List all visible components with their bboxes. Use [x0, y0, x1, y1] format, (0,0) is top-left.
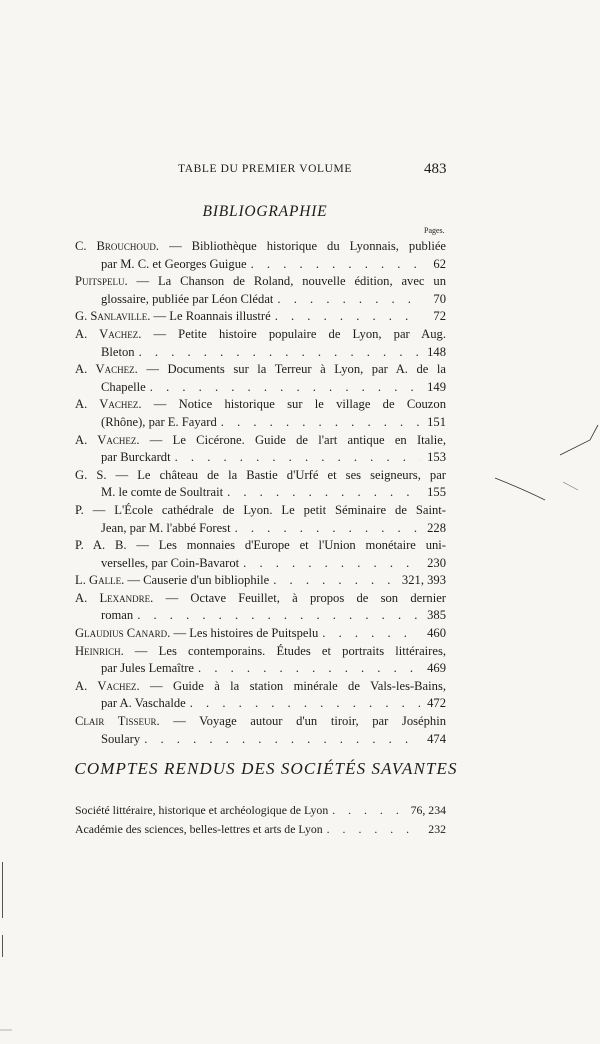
bibliography-entry	[75, 273, 446, 308]
scan-edge-mark	[2, 862, 3, 918]
dot-leader	[190, 695, 420, 713]
bibliography-entry	[75, 537, 446, 572]
bibliography-entry	[75, 238, 446, 273]
entry-page: 72	[433, 309, 446, 324]
entry-page: 385	[427, 608, 446, 623]
society-name: Société littéraire, historique et archéologique de Lyon	[75, 803, 329, 817]
society-name: Académie des sciences, belles-lettres et arts de Lyon	[75, 822, 323, 836]
dot-leader	[327, 820, 420, 839]
entry-title-line: — Documents sur la Terreur à Lyon, par A. de la	[146, 362, 447, 377]
dot-leader	[175, 449, 420, 467]
entry-title-line: Bleton	[101, 344, 135, 359]
entry-page: 155	[427, 485, 446, 500]
entry-title-line: par A. Vaschalde	[101, 696, 186, 711]
entry-title-line: Chapelle	[101, 379, 146, 394]
society-entry	[75, 801, 446, 820]
entry-page: 153	[427, 450, 446, 465]
entry-title-line: — Le Cicérone. Guide de l'art antique en Italie,	[149, 432, 446, 447]
bibliography-entry	[75, 432, 446, 467]
entry-author: A. Vachez.	[75, 432, 140, 447]
entry-title-line: Jean, par M. l'abbé Forest	[101, 520, 231, 535]
bibliography-entry	[75, 502, 446, 537]
entry-title-line: — Petite histoire populaire de Lyon, par Aug.	[153, 326, 446, 341]
running-head: TABLE DU PREMIER VOLUME	[178, 163, 352, 175]
bibliography-entry	[75, 361, 446, 396]
bibliographie-title: BIBLIOGRAPHIE	[202, 203, 328, 220]
dot-leader	[235, 520, 420, 538]
entry-author: A. Vachez.	[75, 678, 140, 693]
entry-author: A. Vachez.	[75, 397, 142, 412]
entry-author: L. Galle.	[75, 573, 125, 588]
dot-leader	[273, 572, 398, 590]
dot-leader	[198, 660, 420, 678]
entry-author: P.	[75, 502, 84, 517]
entry-title-line: roman	[101, 608, 134, 623]
society-page: 76, 234	[410, 803, 446, 817]
entry-title-line: (Rhône), par E. Fayard	[101, 414, 217, 429]
entry-author: G. Sanlaville.	[75, 309, 151, 324]
dot-leader	[139, 344, 420, 362]
bibliography-entry	[75, 643, 446, 678]
entry-title-line: M. le comte de Soultrait	[101, 485, 224, 500]
entry-title-line: — Les monnaies d'Europe et l'Union monétaire uni-	[136, 538, 447, 553]
dot-leader	[277, 291, 420, 309]
dot-leader	[332, 801, 406, 820]
dot-leader	[137, 607, 420, 625]
bibliography-entry	[75, 326, 446, 361]
dot-leader	[144, 731, 420, 749]
entry-title-line: — Octave Feuillet, à propos de son dernier	[165, 590, 446, 605]
entry-author: A. Lexandre.	[75, 590, 154, 605]
entry-title-line: — L'École cathédrale de Lyon. Le petit Séminaire de Saint-	[92, 502, 446, 517]
entry-author: P. A. B.	[75, 538, 127, 553]
dot-leader	[243, 555, 420, 573]
entry-title-line: — Guide à la station minérale de Vals-les-Bains,	[150, 678, 446, 693]
entry-title-line: — Notice historique sur le village de Couzon	[153, 397, 446, 412]
society-page: 232	[428, 822, 446, 836]
pages-label: Pages.	[424, 226, 445, 235]
dot-leader	[150, 379, 420, 397]
entry-title-line: glossaire, publiée par Léon Clédat	[101, 291, 274, 306]
dot-leader	[275, 308, 420, 326]
entry-title-line: — Le Roannais illustré	[153, 309, 271, 324]
bibliographie-list	[75, 238, 446, 748]
bibliography-entry	[75, 396, 446, 431]
entry-title-line: — Le château de la Bastie d'Urfé et ses seigneurs, par	[115, 467, 446, 482]
entry-title-line: par M. C. et Georges Guigue	[101, 256, 247, 271]
entry-author: G. S.	[75, 467, 107, 482]
bibliography-entry	[75, 678, 446, 713]
entry-page: 70	[433, 291, 446, 306]
dot-leader	[227, 484, 420, 502]
entry-author: C. Brouchoud.	[75, 239, 160, 253]
entry-page: 469	[427, 661, 446, 676]
entry-title-line: — Causerie d'un bibliophile	[127, 573, 270, 588]
entry-page: 321, 393	[401, 573, 446, 588]
dot-leader	[221, 414, 420, 432]
entry-page: 460	[427, 626, 446, 641]
entry-page: 472	[427, 696, 446, 711]
entry-page: 474	[427, 731, 446, 746]
entry-title-line: — Voyage autour d'un tiroir, par Joséphin	[173, 714, 446, 729]
comptes-rendus-title: COMPTES RENDUS DES SOCIÉTÉS SAVANTES	[74, 759, 458, 778]
entry-page: 151	[427, 414, 446, 429]
entry-title-line: — Les contemporains. Études et portraits littéraires,	[134, 643, 446, 658]
entry-title-line: — La Chanson de Roland, nouvelle édition, avec un	[136, 274, 446, 289]
page-number: 483	[424, 161, 447, 177]
dot-leader	[322, 625, 420, 643]
entry-title-line: — Bibliothèque historique du Lyonnais, publiée	[169, 239, 447, 253]
entry-title-line: Soulary	[101, 731, 141, 746]
dot-leader	[251, 256, 420, 274]
entry-page: 228	[427, 520, 446, 535]
society-entry	[75, 820, 446, 839]
entry-title-line: par Jules Lemaître	[101, 661, 195, 676]
entry-page: 149	[427, 379, 446, 394]
entry-page: 62	[433, 256, 446, 271]
entry-title-line: par Burckardt	[101, 450, 171, 465]
entry-page: 148	[427, 344, 446, 359]
bibliography-entry	[75, 467, 446, 502]
bibliography-entry	[75, 572, 446, 590]
comptes-rendus-list	[75, 801, 446, 839]
bibliography-entry	[75, 625, 446, 643]
entry-author: Puitspelu.	[75, 274, 128, 289]
entry-author: Clair Tisseur.	[75, 714, 160, 729]
entry-author: A. Vachez.	[75, 326, 142, 341]
entry-author: A. Vachez.	[75, 362, 138, 377]
scan-edge-mark	[2, 935, 3, 957]
bibliography-entry	[75, 713, 446, 748]
entry-author: Glaudius Canard.	[75, 626, 171, 641]
entry-page: 230	[427, 555, 446, 570]
bibliography-entry	[75, 308, 446, 326]
entry-title-line: — Les histoires de Puitspelu	[173, 626, 319, 641]
entry-author: Heinrich.	[75, 643, 124, 658]
entry-title-line: verselles, par Coin-Bavarot	[101, 555, 240, 570]
bibliography-entry	[75, 590, 446, 625]
